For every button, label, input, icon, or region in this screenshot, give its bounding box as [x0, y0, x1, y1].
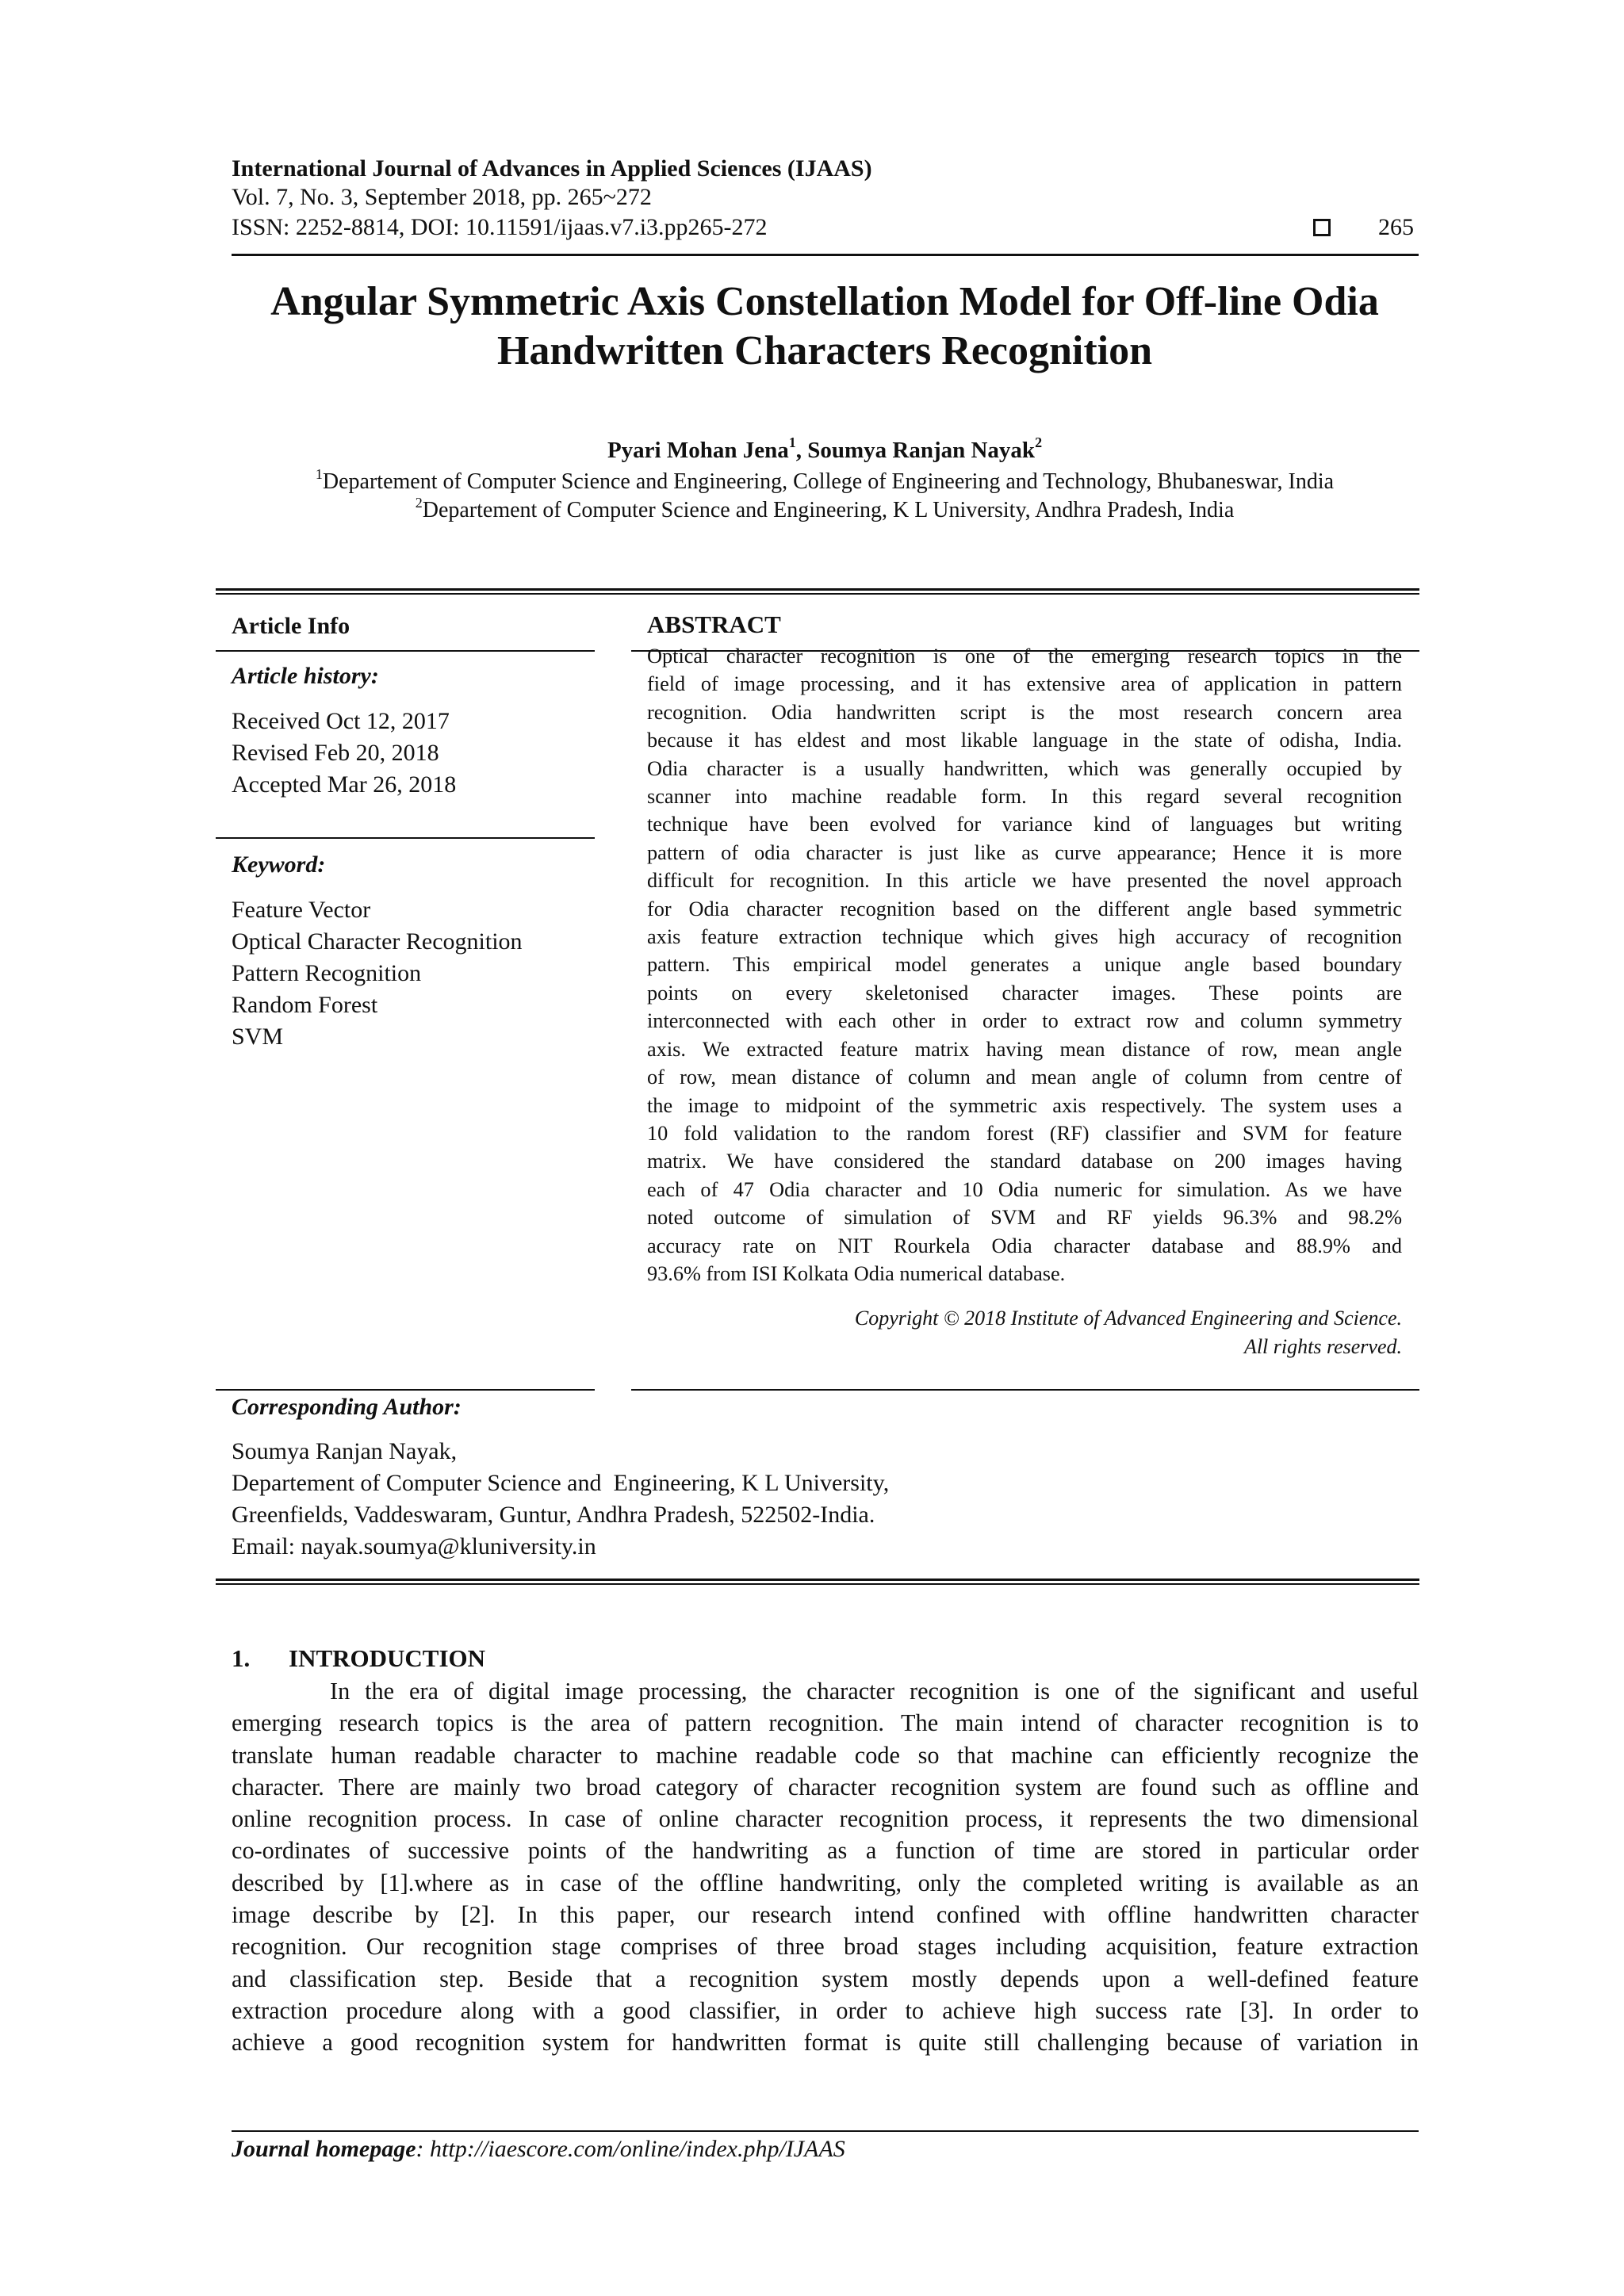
keyword-item: Optical Character Recognition [232, 928, 523, 955]
keyword-list [232, 894, 523, 1053]
introduction-line: described by [1].where as in case of the offline handwriting, only the completed writing is available as an [232, 1869, 1419, 1896]
abstract-line: technique have been evolved for variance kind of languages but writing [647, 813, 1402, 836]
article-history-heading: Article history: [232, 663, 379, 689]
introduction-line: image describe by [2]. In this paper, our research intend confined with offline handwritten character [232, 1901, 1419, 1929]
abstract-line: matrix. We have considered the standard database on 200 images having [647, 1150, 1402, 1173]
introduction-line: In the era of digital image processing, the character recognition is one of the significant and useful [330, 1678, 1419, 1705]
journal-issn-line: ISSN: 2252-8814, DOI: 10.11591/ijaas.v7.i3.pp265-272 [232, 214, 768, 240]
abstract-body [647, 642, 1402, 1288]
received-date: Received Oct 12, 2017 [232, 708, 450, 734]
abstract-line: for Odia character recognition based on the different angle based symmetric [647, 897, 1402, 920]
section-number: 1. [232, 1644, 251, 1672]
revised-date: Revised Feb 20, 2018 [232, 740, 439, 766]
info-box-bottom-rule-inner [216, 1583, 1419, 1585]
keyword-item: SVM [232, 1024, 284, 1050]
paper-title-line-1: Angular Symmetric Axis Constellation Model for Off-line Odia [270, 279, 1379, 324]
journal-homepage [232, 2136, 845, 2163]
abstract-line: 10 fold validation to the random forest (RF) classifier and SVM for feature [647, 1121, 1402, 1145]
copyright-line-2: All rights reserved. [1243, 1335, 1402, 1358]
article-info-rule [216, 650, 595, 652]
abstract-heading: ABSTRACT [647, 610, 781, 638]
abstract-line: because it has eldest and most likable language in the state of odisha, India. [647, 729, 1402, 752]
keyword-item: Pattern Recognition [232, 960, 422, 986]
abstract-bottom-rule [631, 1389, 1419, 1391]
journal-volume-line: Vol. 7, No. 3, September 2018, pp. 265~272 [232, 184, 652, 210]
introduction-line: emerging research topics is the area of pattern recognition. The main intend of character recognition is to [232, 1709, 1419, 1737]
author-1: Pyari Mohan Jena [607, 438, 789, 463]
abstract-line: pattern. This empirical model generates a unique angle based boundary [647, 953, 1402, 977]
paper-title [198, 277, 1451, 376]
introduction-body [232, 1675, 1419, 2059]
abstract-line: field of image processing, and it has extensive area of application in pattern [647, 672, 1402, 696]
abstract-line: axis feature extraction technique which gives high accuracy of recognition [647, 925, 1402, 949]
author-2-affil-mark: 2 [1035, 434, 1043, 450]
corresponding-author-email: Email: nayak.soumya@kluniversity.in [232, 1533, 596, 1559]
section-title: INTRODUCTION [289, 1644, 486, 1672]
introduction-heading [232, 1644, 485, 1673]
journal-homepage-colon: : [416, 2136, 424, 2162]
introduction-line: co-ordinates of successive points of the handwriting as a function of time are stored in particular order [232, 1837, 1419, 1865]
copyright-line-1: Copyright © 2018 Institute of Advanced Engineering and Science. [854, 1307, 1402, 1330]
journal-title: International Journal of Advances in Applied Sciences (IJAAS) [232, 155, 872, 182]
keyword-bottom-rule [216, 1389, 595, 1391]
affiliation-2-mark: 2 [415, 495, 423, 511]
introduction-line: recognition. Our recognition stage comprises of three broad stages including acquisition, feature extraction [232, 1933, 1419, 1961]
corresponding-author [232, 1391, 889, 1563]
abstract-line: interconnected with each other in order to extract row and column symmetry [647, 1009, 1402, 1033]
abstract-line: accuracy rate on NIT Rourkela Odia character database and 88.9% and [647, 1234, 1402, 1257]
abstract-line: 93.6% from ISI Kolkata Odia numerical database. [647, 1261, 1066, 1285]
abstract-line: scanner into machine readable form. In this regard several recognition [647, 785, 1402, 809]
footer-rule [232, 2130, 1419, 2132]
abstract-line: points on every skeletonised character images. These points are [647, 981, 1402, 1004]
author-separator: , [795, 438, 808, 463]
article-info-heading: Article Info [232, 613, 350, 639]
copyright-notice [647, 1304, 1402, 1361]
abstract-line: Odia character is a usually handwritten, which was generally occupied by [647, 756, 1402, 780]
affiliation-1-text: Departement of Computer Science and Engineering, College of Engineering and Technology, Bhubaneswar, India [322, 469, 1335, 494]
affiliation-2 [198, 495, 1451, 523]
header-rule [232, 254, 1419, 256]
info-box-bottom-rule [216, 1578, 1419, 1581]
keyword-item: Random Forest [232, 992, 378, 1018]
abstract-line: difficult for recognition. In this article we have presented the novel approach [647, 869, 1402, 893]
introduction-line: and classification step. Beside that a recognition system mostly depends upon a well-defined feature [232, 1965, 1419, 1992]
keyword-heading: Keyword: [232, 851, 326, 878]
abstract-line: of row, mean distance of column and mean angle of column from centre of [647, 1066, 1402, 1089]
page-number: 265 [1378, 214, 1414, 240]
corresponding-author-dept: Departement of Computer Science and Engineering, K L University, [232, 1470, 890, 1496]
introduction-line: extraction procedure along with a good classifier, in order to achieve high success rate [3]. In order to [232, 1996, 1419, 2024]
journal-homepage-label: Journal homepage [232, 2136, 416, 2162]
info-box-top-rule-inner [216, 593, 1419, 595]
corresponding-author-address: Greenfields, Vaddeswaram, Guntur, Andhra Pradesh, 522502-India. [232, 1502, 875, 1528]
affiliation-2-text: Departement of Computer Science and Engineering, K L University, Andhra Pradesh, India [422, 498, 1235, 522]
abstract-line: the image to midpoint of the symmetric axis respectively. The system uses a [647, 1093, 1402, 1117]
abstract-line: each of 47 Odia character and 10 Odia numeric for simulation. As we have [647, 1177, 1402, 1201]
introduction-line: translate human readable character to machine readable code so that machine can efficiently recognize the [232, 1741, 1419, 1769]
corresponding-author-heading: Corresponding Author: [232, 1394, 462, 1420]
history-rule [216, 837, 595, 839]
author-2: Soumya Ranjan Nayak [807, 438, 1036, 463]
paper-title-line-2: Handwritten Characters Recognition [496, 328, 1153, 373]
accepted-date: Accepted Mar 26, 2018 [232, 771, 457, 798]
corresponding-author-name: Soumya Ranjan Nayak, [232, 1438, 458, 1464]
introduction-line: achieve a good recognition system for handwritten format is quite still challenging because of variation in [232, 2029, 1419, 2057]
abstract-line: axis. We extracted feature matrix having mean distance of row, mean angle [647, 1037, 1402, 1061]
abstract-line: recognition. Odia handwritten script is the most research concern area [647, 700, 1402, 724]
author-1-affil-mark: 1 [788, 434, 796, 450]
affiliation-1-mark: 1 [315, 466, 323, 482]
journal-homepage-url[interactable]: http://iaescore.com/online/index.php/IJAAS [430, 2136, 845, 2162]
abstract-line: noted outcome of simulation of SVM and RF yields 96.3% and 98.2% [647, 1206, 1402, 1230]
affiliation-1 [198, 466, 1451, 495]
article-history [232, 706, 456, 801]
square-box-icon [1313, 219, 1331, 236]
abstract-line: pattern of odia character is just like as curve appearance; Hence it is more [647, 840, 1402, 864]
info-box-top-rule [216, 588, 1419, 591]
keyword-item: Feature Vector [232, 897, 371, 923]
introduction-line: online recognition process. In case of online character recognition process, it represents the two dimensional [232, 1805, 1419, 1833]
abstract-line: Optical character recognition is one of the emerging research topics in the [647, 645, 1402, 668]
introduction-line: character. There are mainly two broad category of character recognition system are found such as offline and [232, 1773, 1419, 1800]
author-list [198, 434, 1451, 464]
